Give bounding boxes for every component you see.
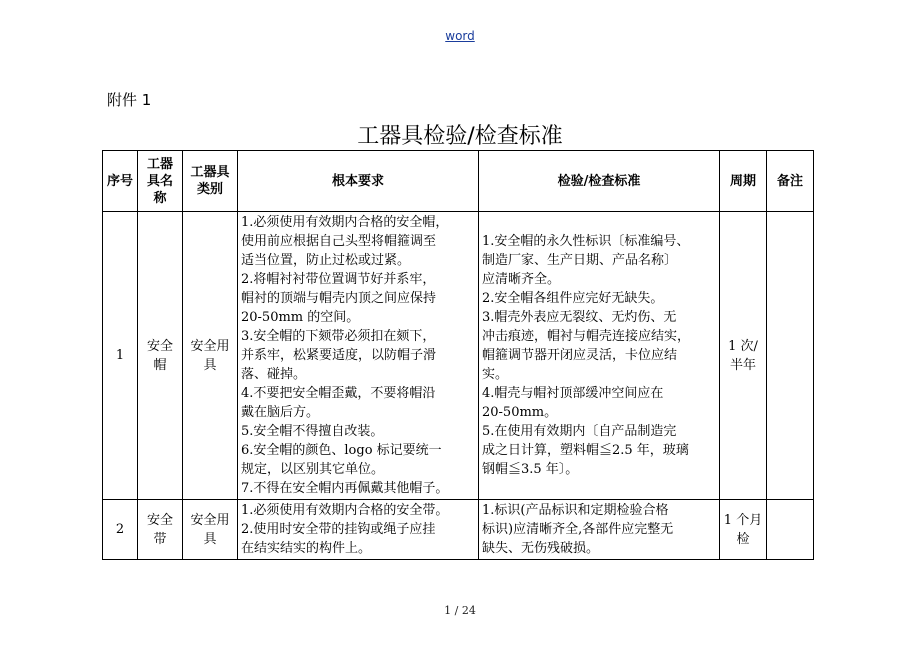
cell-text-line: 落、碰掉。 — [241, 367, 307, 382]
header-category: 工器具类别 — [183, 151, 238, 212]
cell-text-line: 实。 — [482, 367, 509, 382]
cell-no: 2 — [103, 500, 138, 560]
cell-standard — [479, 500, 720, 560]
cell-text-line: 1.必须使用有效期内合格的安全带。 — [241, 503, 449, 518]
cell-text-line: 3.安全帽的下颏带必须扣在颏下， — [241, 329, 436, 344]
header-standard: 检验/检查标准 — [479, 151, 720, 212]
cell-text-line: 适当位置，防止过松或过紧。 — [241, 253, 411, 268]
inspection-standard-table — [102, 150, 814, 560]
cell-text-line: 钢帽≦3.5 年〕。 — [482, 462, 579, 477]
cell-text-line: 成之日计算，塑料帽≦2.5 年，玻璃 — [482, 443, 689, 458]
page-indicator: 1 / 24 — [444, 604, 476, 617]
cell-text-line: 20-50mm。 — [482, 405, 558, 420]
cell-category: 安全用具 — [183, 500, 238, 560]
cell-category: 安全用具 — [183, 212, 238, 500]
cell-text-line: 1.安全帽的永久性标识〔标准编号、 — [482, 234, 690, 249]
cell-text-line: 制造厂家、生产日期、产品名称〕 — [482, 253, 678, 268]
cell-text-line: 规定，以区别其它单位。 — [241, 462, 385, 477]
cell-requirements — [238, 500, 479, 560]
cell-text-line: 2.使用时安全带的挂钩或绳子应挂 — [241, 522, 436, 537]
header-remark: 备注 — [767, 151, 814, 212]
cell-period: 1 个月检 — [720, 500, 767, 560]
cell-text-line: 使用前应根据自己头型将帽箍调至 — [241, 234, 437, 249]
cell-text-line: 冲击痕迹，帽衬与帽壳连接应结实， — [482, 329, 691, 344]
cell-remark — [767, 212, 814, 500]
cell-text-line: 4.不要把安全帽歪戴，不要将帽沿 — [241, 386, 436, 401]
cell-text-line: 20-50mm 的空间。 — [241, 310, 360, 325]
cell-text-line: 6.安全帽的颜色、logo 标记要统一 — [241, 443, 442, 458]
table-row — [103, 212, 814, 500]
cell-text-line: 标识)应清晰齐全,各部件应完整无 — [482, 522, 674, 537]
attachment-label: 附件 1 — [107, 91, 152, 109]
header-period: 周期 — [720, 151, 767, 212]
cell-text-line: 2.安全帽各组件应完好无缺失。 — [482, 291, 664, 306]
cell-text-line: 应清晰齐全。 — [482, 272, 561, 287]
page-title: 工器具检验/检查标准 — [357, 124, 563, 149]
cell-text-line: 2.将帽衬衬带位置调节好并系牢， — [241, 272, 436, 287]
cell-remark — [767, 500, 814, 560]
cell-no: 1 — [103, 212, 138, 500]
cell-text-line: 帽箍调节器开闭应灵活，卡位应结 — [482, 348, 678, 363]
cell-text-line: 5.安全帽不得擅自改装。 — [241, 424, 384, 439]
cell-period: 1 次/半年 — [720, 212, 767, 500]
header-word-link[interactable]: word — [445, 29, 475, 43]
cell-standard — [479, 212, 720, 500]
cell-name: 安全帽 — [138, 212, 183, 500]
cell-text-line: 1.必须使用有效期内合格的安全帽， — [241, 215, 449, 230]
cell-text-line: 帽衬的顶端与帽壳内顶之间应保持 — [241, 291, 437, 306]
cell-text-line: 4.帽壳与帽衬顶部缓冲空间应在 — [482, 386, 664, 401]
cell-text-line: 戴在脑后方。 — [241, 405, 320, 420]
cell-text-line: 缺失、无伤残破损。 — [482, 541, 600, 556]
cell-name: 安全带 — [138, 500, 183, 560]
table-header-row — [103, 151, 814, 212]
cell-text-line: 3.帽壳外表应无裂纹、无灼伤、无 — [482, 310, 677, 325]
cell-text-line: 7.不得在安全帽内再佩戴其他帽子。 — [241, 481, 449, 496]
cell-text-line: 在结实结实的构件上。 — [241, 541, 372, 556]
header-requirements: 根本要求 — [238, 151, 479, 212]
header-name: 工器具名称 — [138, 151, 183, 212]
header-no: 序号 — [103, 151, 138, 212]
cell-text-line: 并系牢，松紧要适度，以防帽子滑 — [241, 348, 437, 363]
cell-requirements — [238, 212, 479, 500]
table-row — [103, 500, 814, 560]
cell-text-line: 1.标识(产品标识和定期检验合格 — [482, 503, 669, 518]
cell-text-line: 5.在使用有效期内〔自产品制造完 — [482, 424, 677, 439]
